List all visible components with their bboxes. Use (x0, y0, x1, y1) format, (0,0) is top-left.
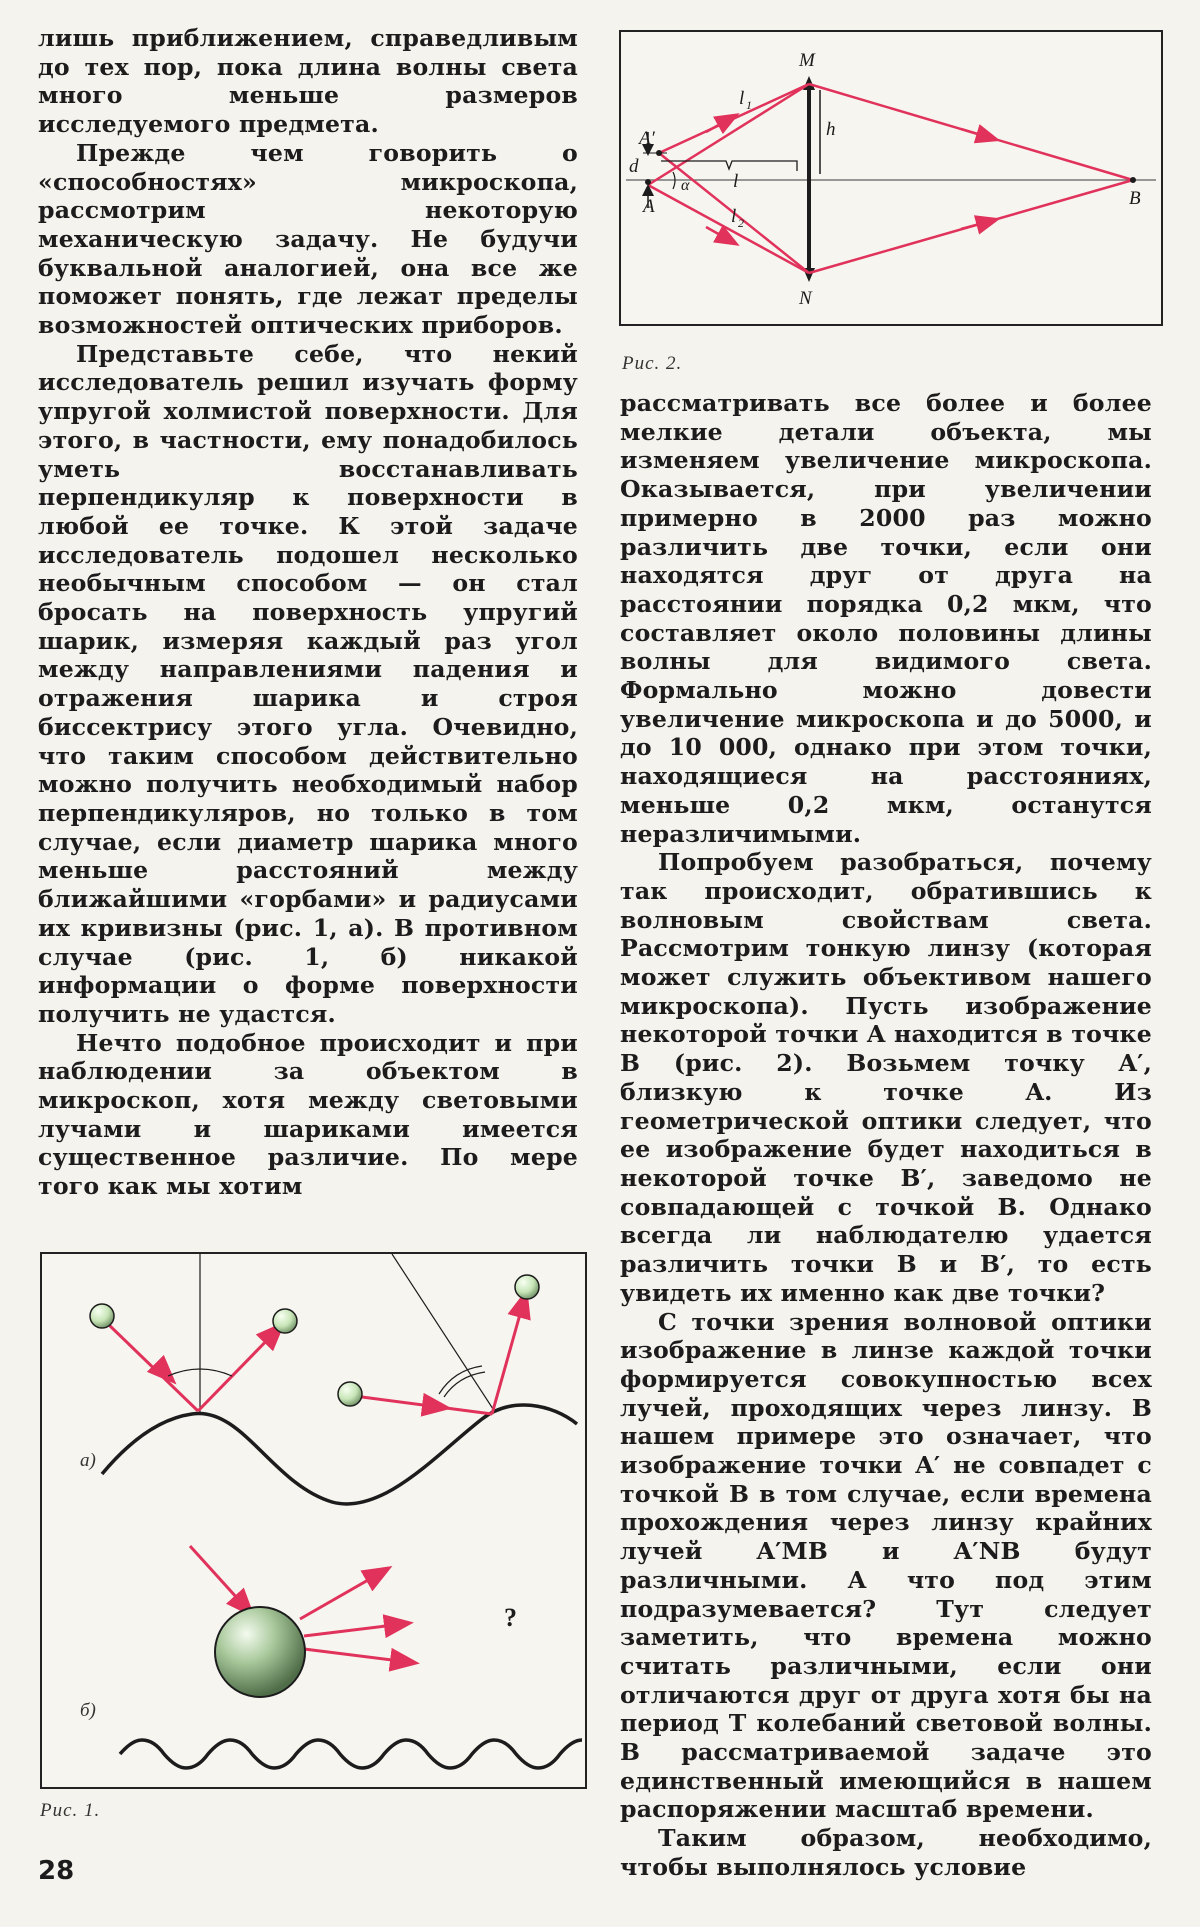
figure-2-caption: Рис. 2. (622, 353, 683, 374)
figure-1-ball-bounce (40, 1252, 587, 1789)
ball-reflected-2 (515, 1275, 539, 1299)
ray-Aprime-M (659, 84, 809, 153)
big-ball (215, 1607, 305, 1697)
scatter-ray-1 (300, 1572, 382, 1619)
question-mark: ? (504, 1603, 517, 1632)
left-column-text (38, 24, 578, 1201)
paragraph: С точки зрения волновой оптики изображение в линзе каждой точки формируется совокупностью всех лучей, проходящих через линзу. В нашем примере это означает, что изображение точки A′ не совпадет с точкой B в том случае, если времена прохождения через линзу крайних лучей A′MB и A′NB будут различными. А что под этим подразумевается? Тут следует заметить, что времена можно считать различными, если они отличаются друг от друга хотя бы на период T колебаний световой волны. В рассматриваемой задаче это единственный имеющийся в нашем распоряжении масштаб времени. (620, 1307, 1152, 1824)
paragraph: Таким образом, необходимо, чтобы выполнялось условие (620, 1824, 1152, 1881)
incident-ray-1 (108, 1324, 198, 1411)
hilly-surface (102, 1405, 577, 1504)
label-B: B (1129, 188, 1141, 209)
paragraph: Представьте себе, что некий исследователь решил изучать форму упругой холмистой поверхности. Для этого, в частности, ему понадобилось уметь восстанавливать перпендикуляр к поверхности в любой ее точке. К этой задаче исследователь подошел несколько необычным способом — он стал бросать на поверхность упругий шарик, измеряя каждый раз угол между направлениями падения и отражения шарика и строя биссектрису этого угла. Очевидно, что таким способом действительно можно получить необходимый набор перпендикуляров, но только в том случае, если диаметр шарика много меньше расстояний между ближайшими «горбами» и радиусами их кривизны (рис. 1, а). В противном случае (рис. 1, б) никакой информации о форме поверхности получить не удастся. (38, 339, 578, 1028)
wavy-surface (120, 1740, 582, 1768)
point-A-prime (656, 150, 662, 156)
angle-arc-2b (444, 1372, 485, 1397)
ray-A-M (648, 84, 809, 185)
ray-A-N (648, 185, 809, 273)
scatter-ray-2 (304, 1624, 402, 1636)
paragraph: Нечто подобное происходит и при наблюдении за объектом в микроскоп, хотя между световыми лучами и шариками имеется существенное различие. По мере того как мы хотим (38, 1028, 578, 1201)
figure-2-lens-diagram (619, 30, 1163, 326)
page-number: 28 (38, 1856, 75, 1886)
label-A-prime: A′ (639, 128, 655, 149)
label-A: A (643, 196, 655, 217)
label-M: M (799, 50, 815, 71)
paragraph: Прежде чем говорить о «способностях» микроскопа, рассмотрим некоторую механическую задачу. Не будучи буквальной аналогией, она все же поможет понять, где лежат пределы возможностей оптических приборов. (38, 138, 578, 340)
lens-diagram-svg (621, 32, 1161, 324)
label-l1: l (739, 88, 745, 109)
label-N: N (799, 288, 812, 309)
angle-arc-2 (439, 1366, 482, 1394)
ball-bounce-svg (42, 1254, 585, 1787)
label-b: б) (80, 1700, 96, 1721)
ball-reflected-1 (273, 1309, 297, 1333)
ray-arrow (706, 118, 731, 132)
incident-ray-big (190, 1546, 247, 1609)
label-h: h (826, 119, 836, 140)
label-l2: l (731, 206, 737, 227)
scatter-ray-3 (304, 1649, 408, 1662)
paragraph: лишь приближением, справедливым до тех пор, пока длина волны света много меньше размеров исследуемого предмета. (38, 24, 578, 139)
label-l2-sub: 2 (738, 216, 744, 230)
point-B (1130, 177, 1136, 183)
figure-1-caption: Рис. 1. (40, 1800, 101, 1821)
ray-arrow (961, 221, 991, 229)
right-column-text (620, 389, 1152, 1882)
ray-arrow (432, 1406, 440, 1407)
label-l1-sub: 1 (746, 98, 752, 112)
ball-incoming-1 (90, 1304, 114, 1328)
ray-arrow (961, 129, 991, 138)
label-a: а) (80, 1450, 96, 1471)
label-l: l (733, 171, 739, 192)
paragraph: рассматривать все более и более мелкие детали объекта, мы изменяем увеличение микроскопа. Оказывается, при увеличении примерно в 2000 раз можно различить две точки, если они находятся друг от друга на расстоянии порядка 0,2 мкм, что составляет около половины длины волны для видимого света. Формально можно довести увеличение микроскопа и до 5000, и до 10 000, однако при этом точки, находящиеся на расстояниях, меньше 0,2 мкм, останутся неразличимыми. (620, 389, 1152, 848)
incident-ray-2 (362, 1397, 492, 1414)
reflected-ray-2 (492, 1300, 524, 1414)
point-A (645, 179, 651, 185)
ball-incoming-2 (338, 1382, 362, 1406)
paragraph: Попробуем разобраться, почему так происходит, обратившись к волновым свойствам света. Рассмотрим тонкую линзу (которая может служить объективом нашего микроскопа). Пусть изображение некоторой точки A находится в точке B (рис. 2). Возьмем точку A′, близкую к точке A. Из геометрической оптики следует, что ее изображение будет находиться в некоторой точке B′, заведомо не совпадающей с точкой B. Однако всегда ли наблюдателю удается различить точки B и B′, то есть увидеть их именно как две точки? (620, 848, 1152, 1307)
label-d: d (629, 156, 639, 177)
reflected-ray-1 (198, 1330, 277, 1411)
label-alpha: α (681, 177, 690, 194)
